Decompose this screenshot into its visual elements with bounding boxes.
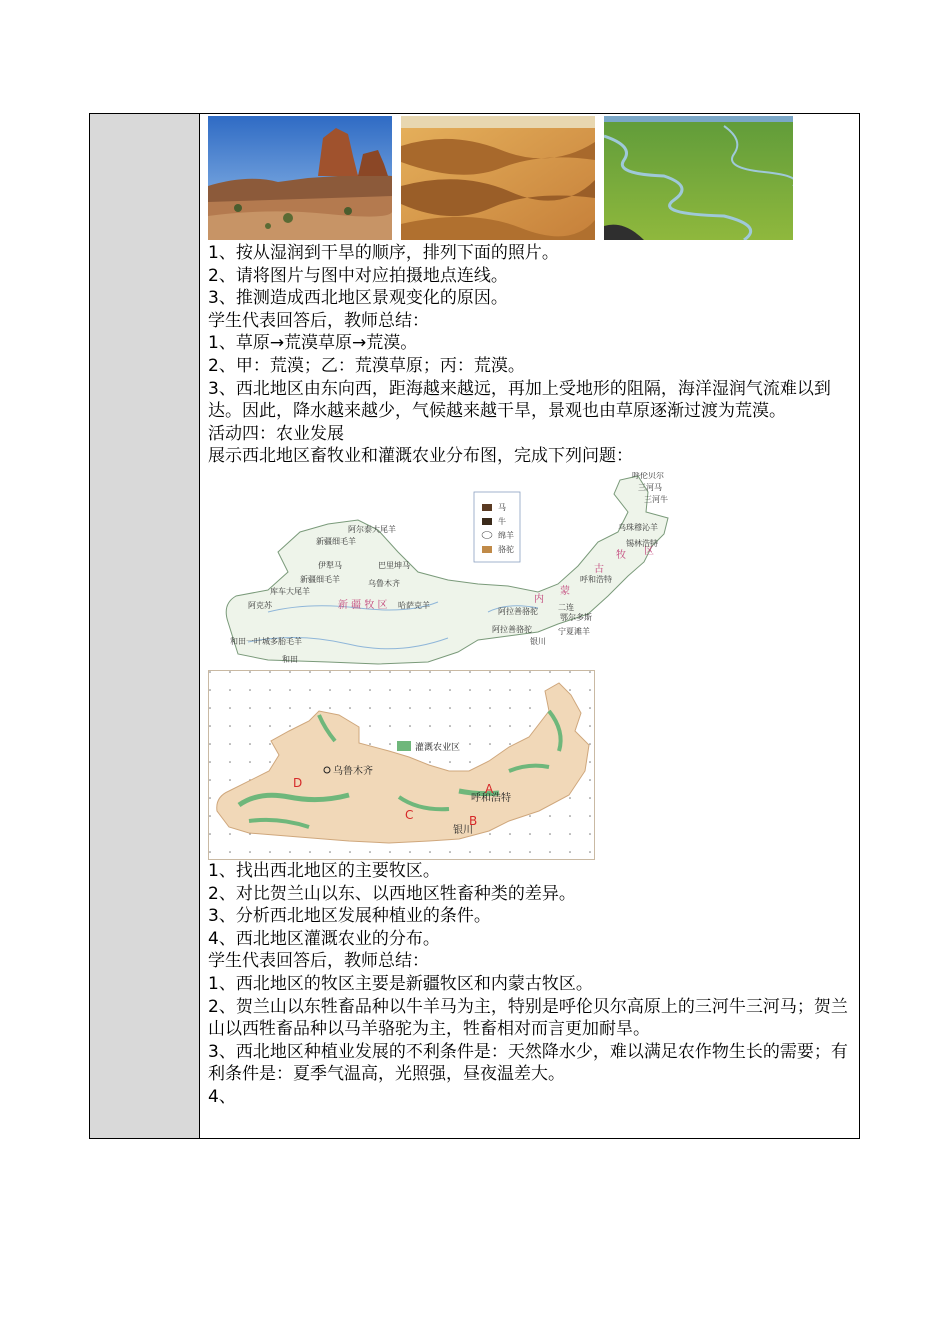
legend-horse: 马 (498, 502, 506, 512)
region-char: 古 (594, 563, 604, 575)
legend-cattle: 牛 (498, 516, 506, 526)
point-c: C (405, 807, 414, 822)
text-line: 1、按从湿润到干旱的顺序，排列下面的照片。 (208, 243, 559, 263)
text-line: 活动四：农业发展 (208, 423, 344, 444)
region-char: 牧 (616, 549, 626, 561)
text-line: 1、找出西北地区的主要牧区。 (208, 860, 440, 881)
photo-arid-rock (208, 116, 392, 240)
text-line: 3、推测造成西北地区景观变化的原因。 (208, 288, 508, 309)
cattle-icon (482, 518, 492, 525)
place-label: 乌鲁木齐 (368, 578, 400, 588)
text-line: 展示西北地区畜牧业和灌溉农业分布图，完成下列问题： (208, 446, 633, 467)
place-label: 和田 (282, 654, 298, 664)
text-line: 2、甲：荒漠；乙：荒漠草原；丙：荒漠。 (208, 355, 525, 376)
region-char: 区 (644, 545, 654, 557)
sheep-icon (482, 531, 492, 538)
text-line: 4、西北地区灌溉农业的分布。 (208, 928, 440, 949)
photo-sand-dunes (401, 116, 595, 240)
city-hohhot: 呼和浩特 (471, 792, 511, 804)
place-label: 宁夏滩羊 (558, 626, 590, 636)
text-line: 4、 (208, 1086, 236, 1107)
text-block-2 (208, 860, 851, 1109)
text-line: 2、贺兰山以东牲畜品种以牛羊马为主，特别是呼伦贝尔高原上的三河牛三河马；贺兰山以西牲畜品种以马羊骆驼为主，牲畜相对而言更加耐旱。 (208, 996, 848, 1040)
place-label: 巴里坤马 (378, 560, 410, 570)
city-yinchuan: 银川 (453, 824, 473, 836)
text-line: 2、请将图片与图中对应拍摄地点连线。 (208, 265, 508, 286)
region-char: 内 (534, 593, 544, 605)
place-label: 伊犁马 (318, 560, 342, 570)
text-line: 学生代表回答后，教师总结： (208, 951, 429, 972)
place-label: 呼和浩特 (580, 574, 612, 584)
legend-sheep: 绵羊 (498, 530, 514, 540)
livestock-map (208, 472, 851, 670)
photo-grassland (604, 116, 793, 240)
place-label: 阿尔泰大尾羊 (348, 524, 396, 534)
text-line: 1、西北地区的牧区主要是新疆牧区和内蒙古牧区。 (208, 973, 593, 994)
place-label: 阿拉善骆驼 (498, 606, 538, 616)
place-label: 三河马 (638, 482, 662, 492)
city-urumqi: 乌鲁木齐 (333, 765, 373, 777)
place-label: 和田一叶城多胎毛羊 (230, 636, 302, 646)
text-line: 学生代表回答后，教师总结： (208, 310, 429, 331)
place-label: 银川 (530, 636, 546, 646)
text-line: 3、分析西北地区发展种植业的条件。 (208, 906, 491, 927)
place-label: 哈萨克羊 (398, 600, 430, 610)
place-label: 乌珠穆沁羊 (618, 522, 658, 532)
photo-row (208, 116, 851, 242)
place-label: 三河牛 (644, 494, 668, 504)
text-block-1 (208, 242, 851, 468)
place-label: 新疆细毛羊 (316, 536, 356, 546)
irrigation-map (208, 670, 595, 860)
place-label: 库车大尾羊 (270, 586, 310, 596)
place-label: 阿拉善骆驼 (492, 624, 532, 634)
lesson-table (89, 113, 860, 1139)
point-b: B (469, 813, 478, 828)
place-label: 呼伦贝尔 (632, 471, 664, 480)
left-label-column (90, 114, 200, 1138)
point-a: A (485, 781, 494, 796)
legend-camel: 骆驼 (498, 544, 514, 554)
legend-irrigation: 灌溉农业区 (415, 742, 461, 753)
point-d: D (293, 775, 303, 790)
text-line: 3、西北地区由东向西，距海越来越远，再加上受地形的阻隔，海洋湿润气流难以到达。因此，降水越来越少，气候越来越干旱，景观也由草原逐渐过渡为荒漠。 (208, 378, 831, 422)
horse-icon (482, 504, 492, 511)
text-line: 2、对比贺兰山以东、以西地区牲畜种类的差异。 (208, 883, 576, 904)
camel-icon (482, 546, 492, 553)
region-xinjiang: 新 疆 牧 区 (338, 599, 388, 611)
place-label: 锡林浩特 (626, 538, 658, 548)
place-label: 鄂尔多斯 (560, 612, 592, 622)
text-line: 3、西北地区种植业发展的不利条件是：天然降水少，难以满足农作物生长的需要；有利条件是：夏季气温高，光照强，昼夜温差大。 (208, 1041, 848, 1085)
text-line: 1、草原→荒漠草原→荒漠。 (208, 333, 418, 354)
legend-swatch (397, 741, 411, 751)
place-label: 阿克苏 (248, 600, 272, 610)
content-cell (200, 114, 859, 1138)
place-label: 二连 (558, 602, 574, 612)
region-char: 蒙 (560, 585, 570, 597)
place-label: 新疆细毛羊 (300, 574, 340, 584)
